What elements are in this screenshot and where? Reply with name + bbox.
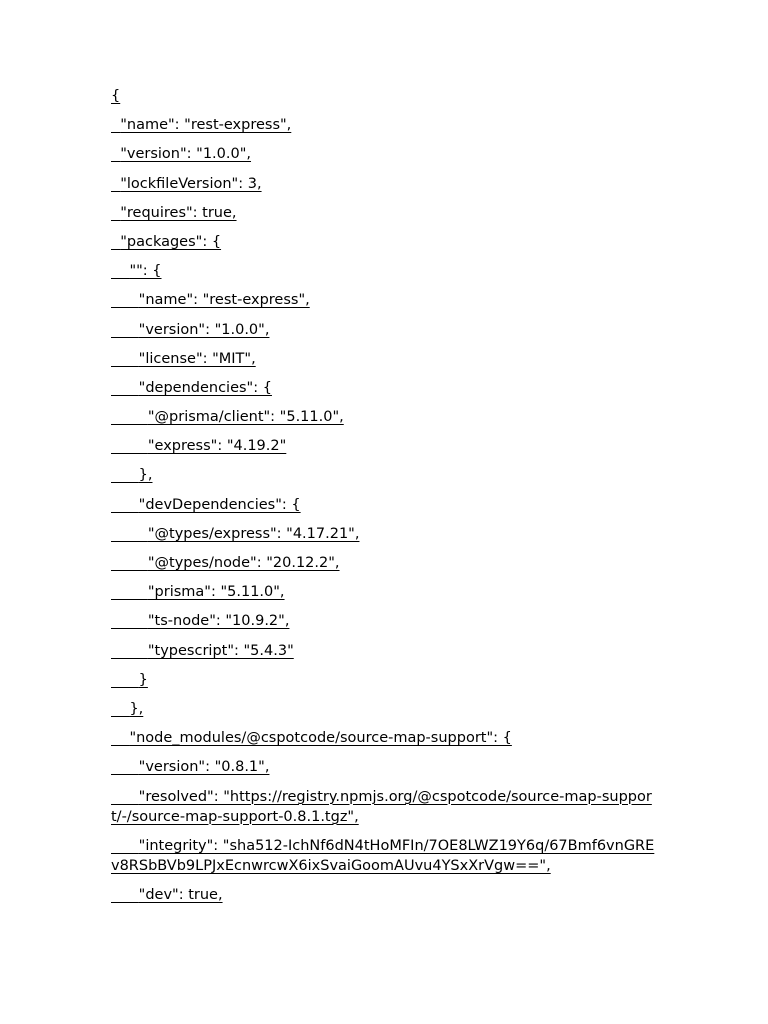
json-line: }, xyxy=(111,467,153,484)
json-line: "dev": true, xyxy=(111,886,223,903)
document-page xyxy=(111,86,656,914)
json-line: "": { xyxy=(111,263,162,280)
json-line: "name": "rest-express", xyxy=(111,292,310,309)
json-line: { xyxy=(111,88,121,104)
json-line: "name": "rest-express", xyxy=(111,117,292,134)
json-line: "license": "MIT", xyxy=(111,350,256,367)
json-line: "lockfileVersion": 3, xyxy=(111,175,262,192)
json-line: "version": "1.0.0", xyxy=(111,321,270,338)
json-line: "packages": { xyxy=(111,233,222,250)
json-line: "devDependencies": { xyxy=(111,496,301,513)
json-line: "version": "0.8.1", xyxy=(111,759,270,776)
json-line: "requires": true, xyxy=(111,204,237,221)
json-line-resolved: "resolved": "https://registry.npmjs.org/@cspotcode/source-map-support/-/source-map-support-0.8.1.tgz", xyxy=(111,788,652,825)
json-line: "@types/express": "4.17.21", xyxy=(111,525,360,542)
json-line: "express": "4.19.2" xyxy=(111,438,287,455)
json-line: "@prisma/client": "5.11.0", xyxy=(111,409,344,426)
json-line: } xyxy=(111,671,148,688)
json-line: "dependencies": { xyxy=(111,379,272,396)
json-line-integrity: "integrity": "sha512-IchNf6dN4tHoMFIn/7OE8LWZ19Y6q/67Bmf6vnGREv8RSbBVb9LPJxEcnwrcwX6ixSvaiGoomAUvu4YSxXrVgw==", xyxy=(111,837,655,874)
json-line: "node_modules/@cspotcode/source-map-support": { xyxy=(111,730,512,747)
json-line: "typescript": "5.4.3" xyxy=(111,642,294,659)
json-line: }, xyxy=(111,700,144,717)
json-line: "@types/node": "20.12.2", xyxy=(111,555,340,571)
json-line: "ts-node": "10.9.2", xyxy=(111,613,290,630)
json-line: "prisma": "5.11.0", xyxy=(111,584,285,601)
json-line: "version": "1.0.0", xyxy=(111,146,252,163)
